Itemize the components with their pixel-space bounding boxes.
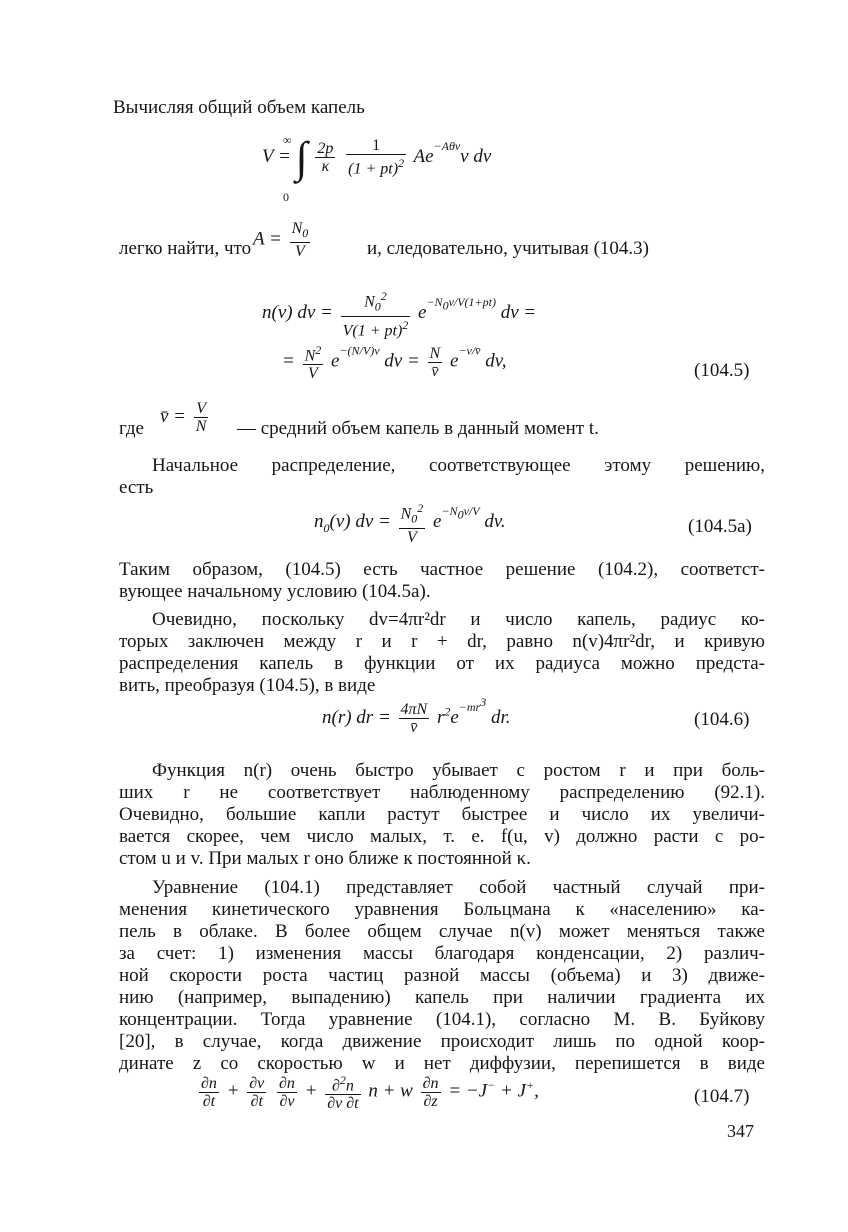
equation-number-104-6: (104.6) [694,709,750,730]
integral-upper-limit: ∞ [283,133,292,147]
text-line-16: Очевидно, большие капли растут быстрее и число их увеличи- [119,804,765,825]
text-line-10: Очевидно, поскольку dv=4πr²dr и число капель, радиус ко- [152,609,765,630]
equation-n-r: n(r) dr = $\frac{4\pi N}{v̄}$ $r^2e^{-mr^3}$ dr. [322,695,511,737]
equation-mean-volume: v̄ = $\frac{V}{N}$ [160,400,207,435]
text-line-7: есть [119,477,154,498]
text-line-14: Функция n(r) очень быстро убывает с ростом r и при боль- [152,760,765,781]
equation-n-v-1: n(v) dv = $\frac{N_0^2}{V(1 + pt)^2}$ $e^{-N_0v/V(1+pt)}$ dv = [262,289,537,339]
text-line-21: пель в облаке. В более общем случае n(v) может меняться также [119,921,765,942]
text-line-26: [20], в случае, когда движение происходит лишь по одной коор- [119,1031,765,1052]
text-line-19: Уравнение (104.1) представляет собой частный случай при- [152,877,765,898]
text-line-18: стом u и v. При малых r оно ближе к постоянной κ. [119,848,531,869]
integral-lower-limit: 0 [283,190,289,204]
text-line-3: и, следовательно, учитывая (104.3) [367,238,649,259]
text-line-2: легко найти, что [119,238,252,259]
equation-n-v-2: = $\frac{N^2}{V}$ $e^{-(N/V)v}$ dv = $\frac{N}{v̄}$ $e^{-v/v̄}$ dv, [282,343,507,383]
equation-kinetic: $\frac{\partial n}{\partial t}$ + $\frac{\partial v}{\partial t}$ $\frac{\partial n}{\partial v}$ + $\frac{\partial^2n}{\partial v \partial t}$ n + w $\frac{\partial n}{\partial z}$ = −J− + J+, [201,1073,539,1113]
text-line-17: вается скорее, чем число малых, т. е. f(u, v) должно расти с ро- [119,826,765,847]
text-line-4: где [119,418,144,439]
text-line-20: менения кинетического уравнения Больцмана к «населению» ка- [119,899,765,920]
text-line-24: нию (например, выпадению) капель при наличии градиента их [119,987,765,1008]
equation-number-104-7: (104.7) [694,1086,750,1107]
text-line-8: Таким образом, (104.5) есть частное решение (104.2), соответст- [119,559,765,580]
text-line-9: вующее начальному условию (104.5а). [119,581,431,602]
equation-number-104-5: (104.5) [694,360,750,381]
equation-volume-integral: V = ∫ $\frac{2p}{\kappa}$ $\frac{1}{(1 + pt)^2}$ $Ae^{-A\theta v}v$ dv [262,133,492,182]
text-line-11: торых заключен между r и r + dr, равно n(v)4πr²dr, и кривую [119,631,765,652]
text-line-22: за счет: 1) изменения массы благодаря конденсации, 2) различ- [119,943,765,964]
text-line-15: ших r не соответствует наблюденному распределению (92.1). [119,782,765,803]
text-line-23: ной скорости роста частиц разной массы (объема) и 3) движе- [119,965,765,986]
text-line-13: вить, преобразуя (104.5), в виде [119,675,376,696]
text-line-12: распределения капель в функции от их радиуса можно предста- [119,653,765,674]
text-line-1: Вычисляя общий объем капель [113,97,365,118]
page-number: 347 [727,1121,754,1141]
text-line-6: Начальное распределение, соответствующее этому решению, [152,455,765,476]
text-line-25: концентрации. Тогда уравнение (104.1), согласно М. В. Буйкову [119,1009,765,1030]
equation-initial-distribution: $n_0(v)$ dv = $\frac{N_0^2}{V}$ $e^{-N_0v/V}$ dv. [314,501,506,546]
equation-number-104-5a: (104.5a) [688,516,752,537]
text-line-5: — средний объем капель в данный момент t. [237,418,599,439]
text-line-27: динате z со скоростью w и нет диффузии, перепишется в виде [119,1053,765,1074]
equation-A: A = $\frac{N_0}{V}$ [253,220,309,261]
